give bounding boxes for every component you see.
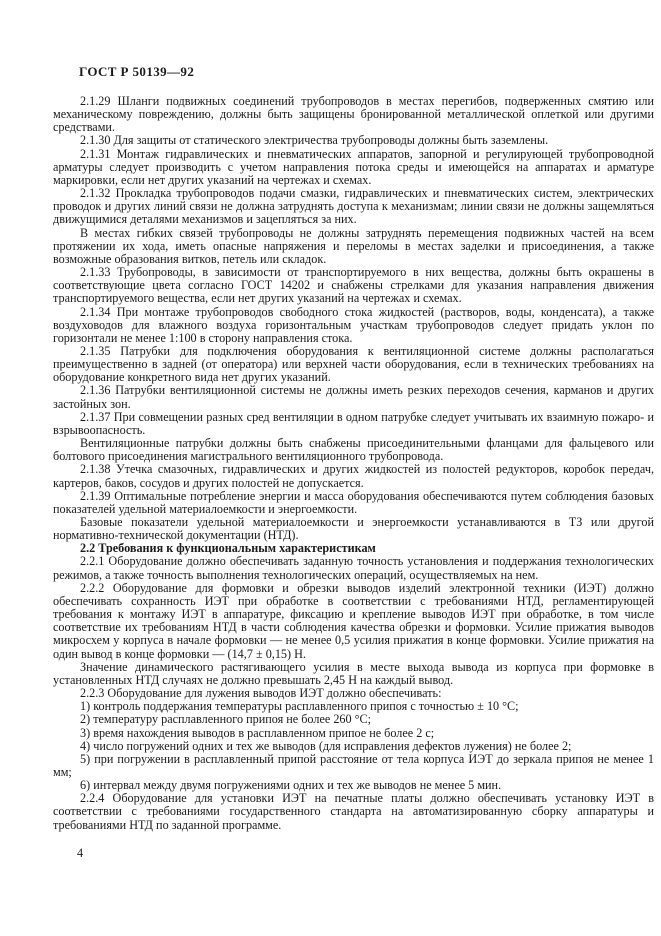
section-heading: 2.2 Требования к функциональным характеристикам — [80, 541, 376, 556]
paragraph: 2.1.32 Прокладка трубопроводов подачи смазки, гидравлических и пневматических систем, электрических проводок и других линий связи не должна затруднять доступа к механизмам; линии связи не должны защемляться движущимися деталями механизмов и зацепляться за них. — [53, 186, 654, 227]
paragraph: Базовые показатели удельной материалоемкости и энергоемкости устанавливаются в ТЗ или другой нормативно-технической документации (НТД). — [53, 515, 654, 543]
paragraph: 6) интервал между двумя погружениями одних и тех же выводов не менее 5 мин. — [80, 778, 502, 793]
paragraph: 2.1.31 Монтаж гидравлических и пневматических аппаратов, запорной и регулирующей трубопроводной арматуры следует производить с учетом направления потока среды и имеющейся на аппаратах и арматуре маркировки, если нет других указаний на чертежах и схемах. — [53, 146, 654, 187]
paragraph: 3) время нахождения выводов в расплавленном припое не более 2 с; — [80, 725, 435, 740]
paragraph: 2.1.34 При монтаже трубопроводов свободного стока жидкостей (растворов, воды, конденсата), а также воздуховодов для влажного воздуха горизонтальным участкам трубопроводов следует придать уклон по горизонтали не менее 1:100 в сторону направления стока. — [53, 304, 654, 345]
paragraph: 4) число погружений одних и тех же выводов (для исправления дефектов лужения) не более 2; — [80, 738, 572, 753]
paragraph: 2.1.37 При совмещении разных сред вентиляции в одном патрубке следует учитывать их взаимную пожаро- и взрывоопасность. — [53, 409, 654, 437]
paragraph: 2.1.30 Для защиты от статического электричества трубопроводы должны быть заземлены. — [80, 133, 549, 148]
document-body — [53, 95, 654, 832]
paragraph: Вентиляционные патрубки должны быть снабжены присоединительными фланцами для фальцевого или болтового присоединения магистрального вентиляционного трубопровода. — [53, 436, 654, 464]
paragraph: 2.1.39 Оптимальные потребление энергии и масса оборудования обеспечиваются путем соблюдения базовых показателей удельной материалоемкости и энергоемкости. — [53, 488, 654, 516]
paragraph: 2.2.2 Оборудование для формовки и обрезки выводов изделий электронной техники (ИЭТ) должно обеспечивать сохранность ИЭТ при обработке в соответствии с требованиями НТД, регламентирующей требования к монтажу ИЭТ в аппаратуре, фиксацию и крепление выводов ИЭТ при обработке, в том числе соответствие их требованиям НТД в части соблюдения качества обрезки и формовки. Усилие прижатия выводов микросхем у корпуса в начале формовки — не менее 0,5 усилия прижатия в конце формовки. Усилие прижатия на один вывод в конце формовки — (14,7 ± 0,15) Н. — [53, 580, 654, 661]
paragraph: 2.1.29 Шланги подвижных соединений трубопроводов в местах перегибов, подверженных смятию или механическому повреждению, должны быть защищены бронированной металлической оплеткой или другими средствами. — [53, 94, 654, 135]
paragraph: 2.2.3 Оборудование для лужения выводов ИЭТ должно обеспечивать: — [80, 686, 442, 701]
page-number: 4 — [77, 846, 84, 860]
paragraph: В местах гибких связей трубопроводы не должны затруднять перемещения подвижных частей на всем протяжении их хода, иметь опасные напряжения и переломы в местах заделки и присоединения, а также возможные образования витков, петель или складок. — [53, 225, 654, 266]
paragraph: 2.1.33 Трубопроводы, в зависимости от транспортируемого в них вещества, должны быть окрашены в соответствующие цвета согласно ГОСТ 14202 и снабжены стрелками для указания направления движения транспортируемого вещества, если нет других указаний на чертежах и схемах. — [53, 265, 654, 306]
paragraph: 2.1.36 Патрубки вентиляционной системы не должны иметь резких переходов сечения, карманов и других застойных зон. — [53, 383, 654, 411]
paragraph: 5) при погружении в расплавленный припой расстояние от тела корпуса ИЭТ до зеркала припоя не менее 1 мм; — [53, 751, 654, 779]
paragraph: 2.1.38 Утечка смазочных, гидравлических и других жидкостей из полостей редукторов, коробок передач, картеров, баков, сосудов и других полостей не допускается. — [53, 462, 654, 490]
paragraph: 2.2.4 Оборудование для установки ИЭТ на печатные платы должно обеспечивать установку ИЭТ в соответствии с требованиями государственного стандарта на автоматизированную сборку аппаратуры и требованиями НТД по заданной программе. — [53, 791, 654, 832]
paragraph: 2.1.35 Патрубки для подключения оборудования к вентиляционной системе должны располагаться преимущественно в задней (от оператора) или верхней части оборудования, если в технических требованиях на оборудование конкретного вида нет других указаний. — [53, 343, 654, 385]
paragraph: 2) температуру расплавленного припоя не более 260 °С; — [80, 712, 372, 727]
paragraph: 2.2.1 Оборудование должно обеспечивать заданную точность установления и поддержания технологических режимов, а также точность выполнения технологических операций, осуществляемых на нем. — [53, 554, 654, 582]
paragraph: Значение динамического растягивающего усилия в месте выхода вывода из корпуса при формовке в установленных НТД случаях не должно превышать 2,45 Н на каждый вывод. — [53, 659, 654, 687]
paragraph: 1) контроль поддержания температуры расплавленного припоя с точностью ± 10 °С; — [80, 699, 519, 714]
running-header-standard-number: ГОСТ Р 50139—92 — [79, 64, 195, 79]
